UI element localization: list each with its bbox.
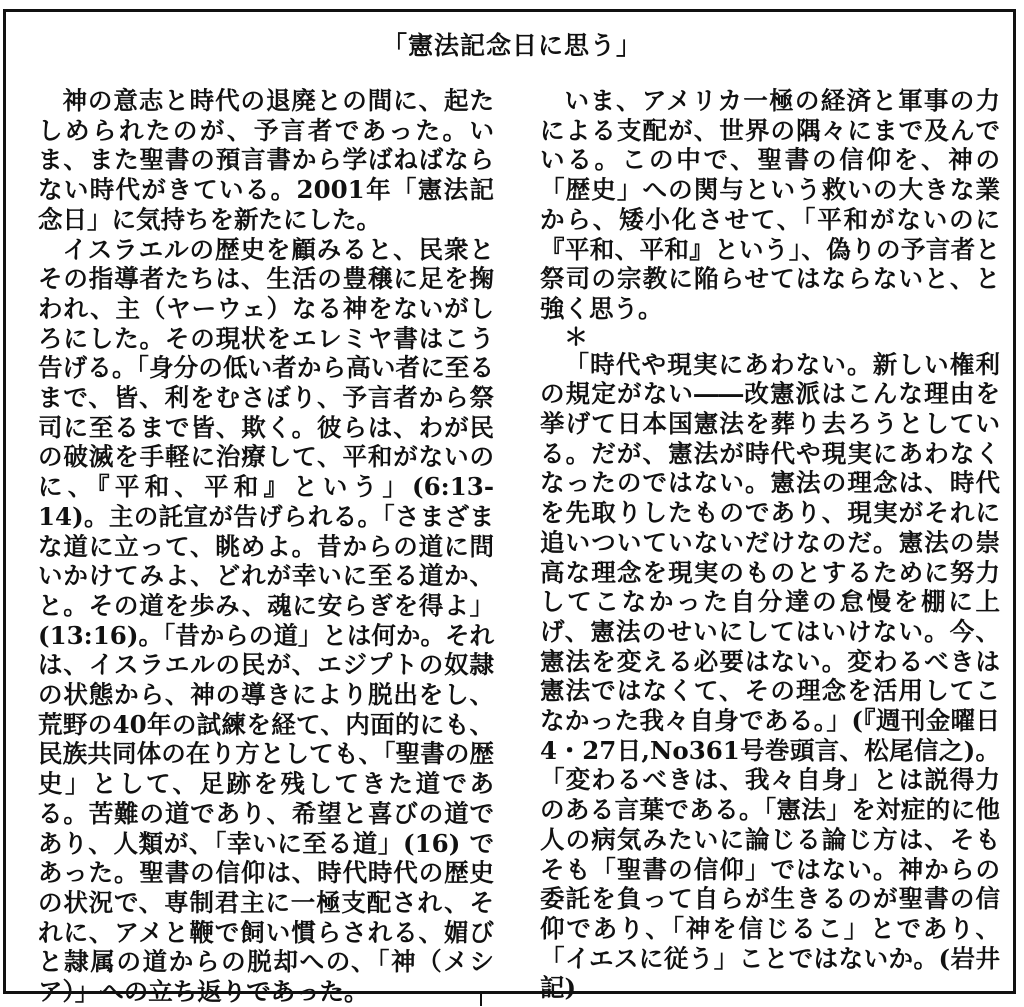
right-paragraph-2: 「時代や現実にあわない。新しい権利の規定がない――改憲派はこんな理由を挙げて日本国憲法を葬り去ろうとしている。だが、憲法が時代や現実にあわなくなったのではない。憲法の理念は、時代を先取りしたものであり、現実がそれに追いついていないだけなのだ。憲法の崇高な理念を現実のものとするために努力してこなかった自分達の怠慢を棚に上げ、憲法のせいにしてはいけない。今、憲法を変える必要はない。変わるべきは憲法ではなくて、その理念を活用してこなかった我々自身である。」(『週刊金曜日 4・27日,No361号巻頭言、松尾信之)。「変わるべきは、我々自身」とは説得力のある言葉である。「憲法」を対症的に他人の病気みたいに論じる論じ方は、そもそも「聖書の信仰」ではない。神からの委託を負って自らが生きるのが聖書の信仰であり、「神を信じるこ」とであり、「イエスに従う」ことではないか。(岩井記) (540, 349, 1000, 1003)
bottom-rule (3, 993, 1016, 998)
bottom-divider (480, 994, 482, 1006)
left-column (38, 86, 494, 1007)
right-column (540, 86, 1000, 1003)
right-paragraph-1: いま、アメリカ一極の経済と軍事の力による支配が、世界の隅々にまで及んでいる。この中で、聖書の信仰を、神の「歴史」への関与という救いの大きな業から、矮小化させて、「平和がないのに『平和、平和』という」、偽りの予言者と祭司の宗教に陥らせてはならないと、と強く思う。 (540, 86, 1000, 323)
article-title: 「憲法記念日に思う」 (381, 31, 642, 60)
left-paragraph-1: 神の意志と時代の退廃との間に、起たしめられたのが、予言者であった。いま、また聖書の預言書から学ばねばならない時代がきている。2001年「憲法記念日」に気持ちを新たにした。 (38, 86, 494, 234)
left-paragraph-2: イスラエルの歴史を顧みると、民衆とその指導者たちは、生活の豊穣に足を掬われ、主（ヤーウェ）なる神をないがしろにした。その現状をエレミヤ書はこう告げる。「身分の低い者から高い者に至るまで、皆、利をむさぼり、予言者から祭司に至るまで皆、欺く。彼らは、わが民の破滅を手軽に治療して、平和がないのに、『平和、平和』という」(6:13-14)。主の託宣が告げられる。「さまざまな道に立って、眺めよ。昔からの道に問いかけてみよ、どれが幸いに至る道か、と。その道を歩み、魂に安らぎを得よ」(13:16)。「昔からの道」とは何か。それは、イスラエルの民が、エジプトの奴隷の状態から、神の導きにより脱出をし、荒野の40年の試練を経て、内面的にも、民族共同体の在り方としても、「聖書の歴史」として、足跡を残してきた道である。苦難の道であり、希望と喜びの道であり、人類が、「幸いに至る道」(16) であった。聖書の信仰は、時代時代の歴史の状況で、専制君主に一極支配され、それに、アメと鞭で飼い慣らされる、媚びと隷属の道からの脱却への、「神（メシア）」への立ち返りであった。 (38, 234, 494, 1007)
section-separator: ＊ (564, 321, 588, 351)
